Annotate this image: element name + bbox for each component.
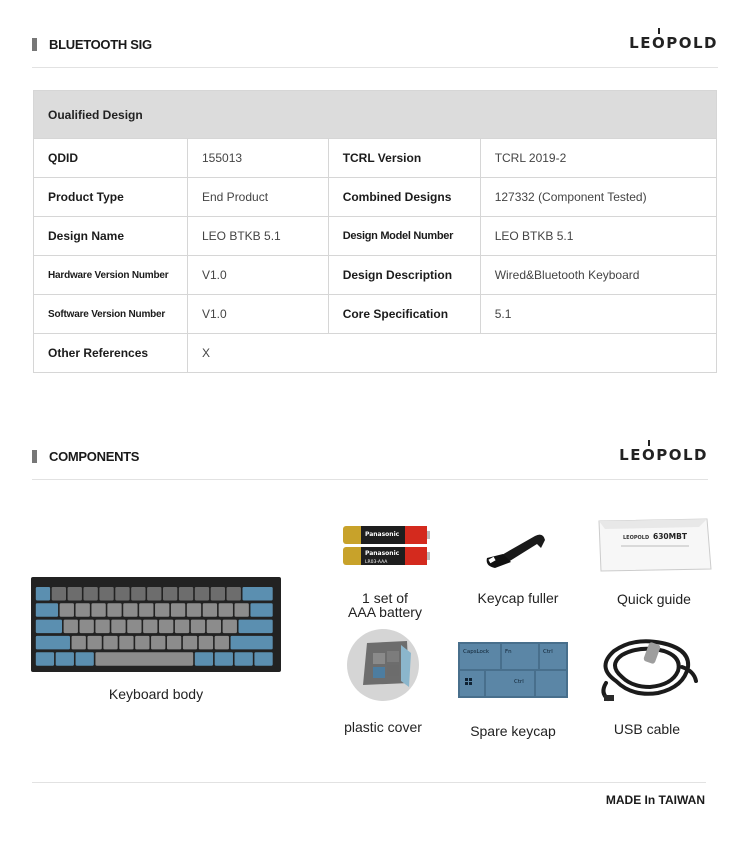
keyboard-key — [36, 652, 54, 666]
key-label-ctrl: Ctrl — [543, 649, 553, 655]
qualified-design-table — [33, 90, 717, 373]
value-software-version: V1.0 — [188, 295, 329, 334]
key-combined-designs: Combined Designs — [328, 178, 480, 217]
value-other-references: X — [188, 334, 717, 373]
keyboard-key — [123, 603, 137, 617]
usb-cable-image — [592, 627, 702, 703]
key-label-ctrl: Ctrl — [514, 679, 524, 685]
guide-brand: LEOPOLD — [623, 535, 650, 541]
keyboard-key — [111, 620, 125, 634]
battery-image — [335, 522, 435, 572]
quick-guide-image — [595, 517, 713, 573]
bluetooth-sig-title: BLUETOOTH SIG — [49, 37, 152, 52]
keyboard-key — [76, 603, 90, 617]
keyboard-key — [187, 603, 201, 617]
keyboard-key — [87, 636, 101, 650]
keyboard-key — [84, 587, 98, 601]
keyboard-key — [183, 636, 197, 650]
components-header — [32, 440, 708, 480]
keyboard-key — [195, 652, 213, 666]
keyboard-key — [76, 652, 94, 666]
keyboard-key — [163, 587, 177, 601]
value-design-name: LEO BTKB 5.1 — [188, 217, 329, 256]
keyboard-key — [143, 620, 157, 634]
keyboard-image — [31, 577, 281, 672]
value-core-specification: 5.1 — [480, 295, 716, 334]
components-title: COMPONENTS — [49, 449, 140, 464]
value-qdid: 155013 — [188, 139, 329, 178]
keyboard-key — [99, 587, 113, 601]
key-core-specification: Core Specification — [328, 295, 480, 334]
leopold-logo: LEOPOLD — [629, 34, 718, 52]
component-usb-cable — [592, 627, 702, 736]
keyboard-key — [215, 636, 229, 650]
keyboard-key — [159, 620, 173, 634]
battery-label-line1: 1 set of — [362, 590, 408, 606]
guide-model: 630MBT — [653, 532, 687, 541]
keyboard-key — [103, 636, 117, 650]
key-label-capslock: CapsLock — [463, 649, 490, 655]
keyboard-key — [56, 652, 74, 666]
keyboard-key — [139, 603, 153, 617]
component-keyboard — [30, 577, 282, 701]
keyboard-key — [223, 620, 237, 634]
section-marker — [32, 450, 37, 463]
keyboard-key — [191, 620, 205, 634]
table-caption: Oualified Design — [34, 91, 717, 139]
spare-keycap-label: Spare keycap — [470, 723, 556, 739]
value-hardware-version: V1.0 — [188, 256, 329, 295]
battery-brand: Panasonic — [365, 550, 400, 557]
component-quick-guide — [593, 517, 715, 606]
keyboard-key — [60, 603, 74, 617]
battery-model: LR03-AAA — [365, 560, 388, 565]
leopold-logo: LEOPOLD — [619, 446, 708, 464]
keyboard-key — [147, 587, 161, 601]
keyboard-key — [203, 603, 217, 617]
bluetooth-sig-header — [32, 28, 718, 68]
quick-guide-label: Quick guide — [617, 591, 691, 607]
table-row — [34, 178, 717, 217]
keyboard-key — [179, 587, 193, 601]
keyboard-key — [250, 603, 272, 617]
keyboard-key — [243, 587, 273, 601]
battery-brand: Panasonic — [365, 531, 400, 538]
keyboard-key — [155, 603, 169, 617]
keyboard-key — [95, 652, 193, 666]
keyboard-key — [151, 636, 165, 650]
value-design-description: Wired&Bluetooth Keyboard — [480, 256, 716, 295]
table-row — [34, 295, 717, 334]
keyboard-key — [72, 636, 86, 650]
key-other-references: Other References — [34, 334, 188, 373]
keyboard-key — [36, 620, 62, 634]
value-combined-designs: 127332 (Component Tested) — [480, 178, 716, 217]
section-marker — [32, 38, 37, 51]
keyboard-key — [215, 652, 233, 666]
keyboard-key — [36, 587, 50, 601]
component-plastic-cover — [330, 627, 436, 734]
plastic-cover-image — [345, 627, 421, 703]
key-qdid: QDID — [34, 139, 188, 178]
table-row — [34, 217, 717, 256]
keyboard-key — [254, 652, 272, 666]
keyboard-key — [91, 603, 105, 617]
keyboard-label: Keyboard body — [108, 686, 204, 702]
component-keycap-puller — [463, 528, 573, 605]
table-row — [34, 256, 717, 295]
spare-keycap-image — [456, 641, 570, 699]
keyboard-key — [36, 636, 70, 650]
keyboard-key — [167, 636, 181, 650]
keyboard-key — [68, 587, 82, 601]
table-row — [34, 139, 717, 178]
keyboard-key — [119, 636, 133, 650]
keyboard-key — [131, 587, 145, 601]
key-label-fn: Fn — [505, 649, 512, 655]
keyboard-key — [115, 587, 129, 601]
battery-label-line2: AAA battery — [348, 604, 422, 620]
key-hardware-version: Hardware Version Number — [34, 256, 188, 295]
key-software-version: Software Version Number — [34, 295, 188, 334]
keyboard-key — [95, 620, 109, 634]
keyboard-key — [127, 620, 141, 634]
made-in-label: MADE In TAIWAN — [605, 793, 705, 807]
keyboard-key — [207, 620, 221, 634]
keyboard-key — [195, 587, 209, 601]
table-row — [34, 334, 717, 373]
value-tcrl-version: TCRL 2019-2 — [480, 139, 716, 178]
keyboard-key — [107, 603, 121, 617]
keyboard-key — [80, 620, 94, 634]
key-tcrl-version: TCRL Version — [328, 139, 480, 178]
keyboard-key — [235, 603, 249, 617]
keyboard-key — [239, 620, 273, 634]
keyboard-key — [171, 603, 185, 617]
keyboard-key — [235, 652, 253, 666]
keyboard-key — [135, 636, 149, 650]
keycap-puller-label: Keycap fuller — [477, 590, 559, 606]
usb-cable-label: USB cable — [613, 721, 681, 737]
keyboard-key — [231, 636, 273, 650]
keycap-puller-image — [483, 528, 553, 572]
keyboard-key — [211, 587, 225, 601]
keyboard-key — [227, 587, 241, 601]
keyboard-key — [219, 603, 233, 617]
value-product-type: End Product — [188, 178, 329, 217]
plastic-cover-label: plastic cover — [344, 719, 422, 735]
component-battery — [325, 522, 445, 619]
value-design-model-number: LEO BTKB 5.1 — [480, 217, 716, 256]
keyboard-key — [52, 587, 66, 601]
keyboard-key — [199, 636, 213, 650]
key-design-name: Design Name — [34, 217, 188, 256]
key-design-description: Design Description — [328, 256, 480, 295]
key-design-model-number: Design Model Number — [328, 217, 480, 256]
keyboard-key — [175, 620, 189, 634]
keyboard-key — [36, 603, 58, 617]
keyboard-key — [64, 620, 78, 634]
component-spare-keycap — [453, 641, 573, 738]
key-product-type: Product Type — [34, 178, 188, 217]
footer-divider — [32, 782, 706, 783]
